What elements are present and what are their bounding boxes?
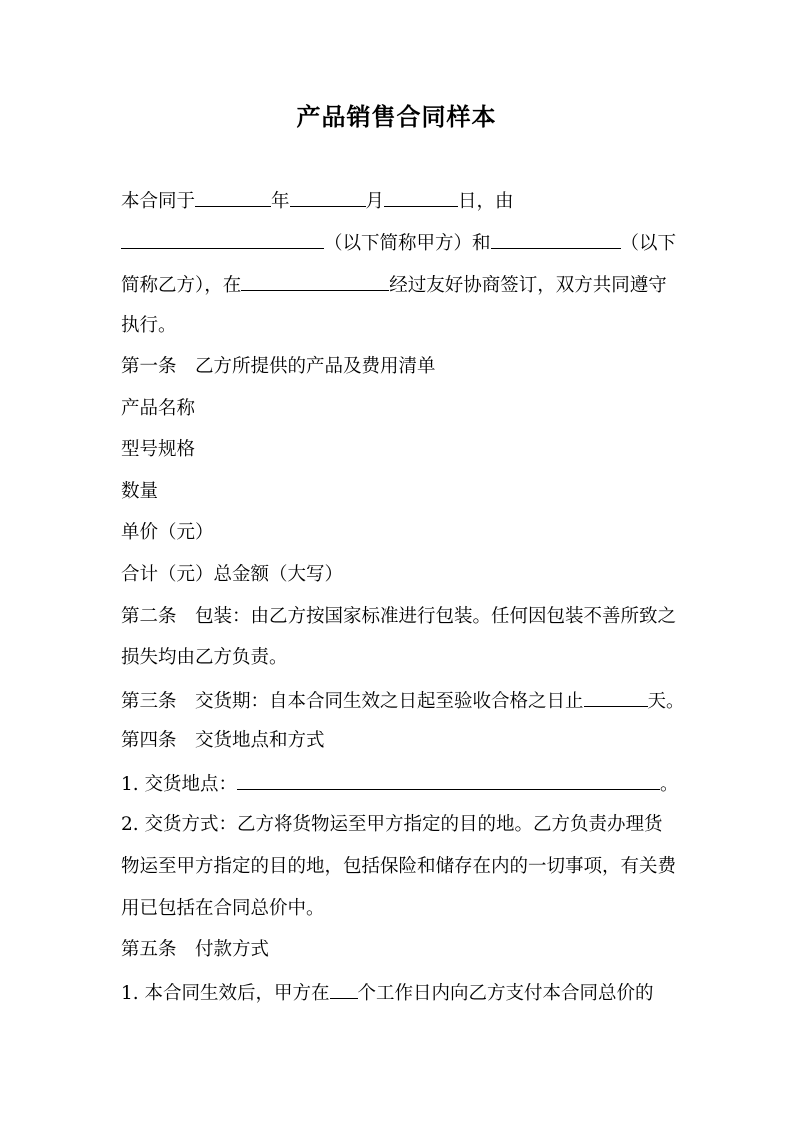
article-1-item: 数量 — [121, 481, 159, 502]
intro-text: （以下简称甲方）和 — [324, 233, 491, 254]
intro-line-2 — [121, 228, 676, 258]
intro-text: 年 — [271, 191, 290, 212]
article-4-point-1 — [121, 769, 679, 799]
article-3-text: 天。 — [647, 691, 685, 712]
article-1-item: 合计（元）总金额（大写） — [121, 564, 344, 585]
location-blank — [241, 270, 389, 291]
intro-line-4: 执行。 — [121, 315, 177, 336]
intro-text: 本合同于 — [121, 191, 196, 212]
intro-text: 月 — [365, 191, 385, 212]
month-blank — [290, 186, 366, 207]
article-1-heading: 第一条 乙方所提供的产品及费用清单 — [121, 356, 436, 377]
intro-line-3 — [121, 270, 676, 300]
intro-text: 简称乙方），在 — [121, 275, 242, 296]
year-blank — [195, 186, 271, 207]
workdays-blank — [330, 978, 358, 999]
article-1-item: 产品名称 — [121, 398, 196, 419]
party-b-blank — [491, 228, 621, 249]
intro-text: 经过友好协商签订，双方共同遵守 — [389, 275, 667, 296]
article-4-point-2-line-2: 物运至甲方指定的目的地，包括保险和储存在内的一切事项，有关费 — [121, 856, 677, 877]
article-4-heading: 第四条 交货地点和方式 — [121, 730, 325, 751]
article-4-point-2-line-1: 2. 交货方式：乙方将货物运至甲方指定的目的地。乙方负责办理货 — [121, 814, 663, 835]
article-2-line-2: 损失均由乙方负责。 — [121, 647, 288, 668]
article-1-item: 型号规格 — [121, 439, 196, 460]
delivery-location-blank — [237, 769, 660, 790]
article-2-line-1: 第二条 包装：由乙方按国家标准进行包装。任何因包装不善所致之 — [121, 606, 677, 627]
article-3-text: 第三条 交货期：自本合同生效之日起至验收合格之日止 — [121, 691, 584, 712]
article-3-line — [121, 686, 685, 716]
article-5-text: 1. 本合同生效后，甲方在 — [121, 983, 330, 1004]
day-blank — [384, 186, 458, 207]
article-4-point-2-line-3: 用已包括在合同总价中。 — [121, 898, 325, 919]
intro-line-1 — [121, 186, 676, 216]
document-title: 产品销售合同样本 — [296, 102, 497, 131]
article-5-point-1 — [121, 978, 676, 1008]
intro-text: 日，由 — [458, 191, 514, 212]
article-5-heading: 第五条 付款方式 — [121, 939, 270, 960]
article-5-text: 个工作日内向乙方支付本合同总价的 — [357, 983, 654, 1004]
article-4-text: 。 — [660, 774, 679, 795]
intro-text: （以下 — [620, 233, 677, 254]
days-blank — [584, 686, 648, 707]
article-4-text: 1. 交货地点： — [121, 774, 238, 795]
party-a-blank — [121, 228, 324, 249]
article-1-item: 单价（元） — [121, 522, 214, 543]
